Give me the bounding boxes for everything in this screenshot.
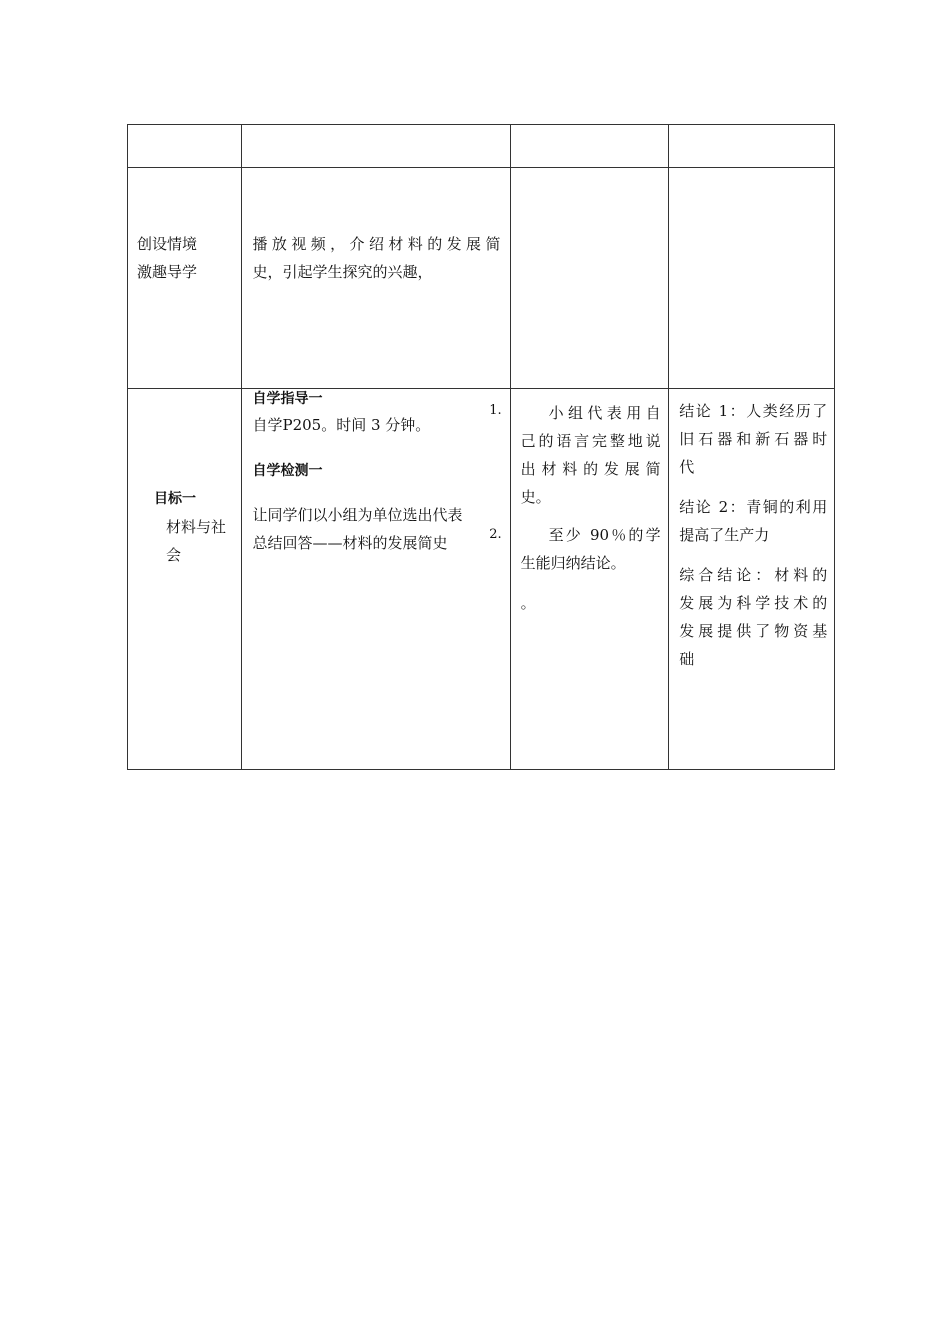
stage-line-2: 激趣导学	[137, 263, 198, 281]
table-row-situation	[128, 168, 835, 389]
table-header-row	[128, 125, 835, 168]
student-line-7: 。	[520, 594, 536, 612]
goal-title: 目标一	[154, 491, 196, 507]
student-line-6: 生能归纳结论。	[520, 554, 626, 572]
conclusion-3-line-4: 础	[679, 650, 695, 668]
check-line-1: 让同学们以小组为单位选出代表	[252, 506, 463, 524]
goal-line-1: 材料与社	[166, 518, 227, 536]
list-marker-1: 1.	[489, 403, 502, 418]
student-activity-cell	[510, 168, 669, 389]
guide-title: 自学指导一	[252, 391, 323, 407]
check-title: 自学检测一	[252, 463, 323, 479]
header-cell	[669, 125, 835, 168]
check-line-2: 总结回答——材料的发展简史	[252, 534, 448, 552]
teacher-line-1: 播放视频，介绍材料的发展简	[252, 235, 501, 253]
conclusion-2-line-1: 结论 2：青铜的利用	[679, 498, 828, 516]
header-cell	[242, 125, 510, 168]
student-line-1: 小组代表用自	[548, 404, 661, 422]
list-marker-2: 2.	[489, 527, 502, 542]
conclusion-cell	[669, 389, 835, 770]
conclusion-3-line-1: 综合结论：材料的	[679, 566, 828, 584]
goal-line-2: 会	[166, 546, 182, 564]
conclusion-1-line-2: 旧石器和新石器时	[679, 430, 828, 448]
goal-cell	[128, 389, 242, 770]
conclusion-3-line-2: 发展为科学技术的	[679, 594, 828, 612]
stage-line-1: 创设情境	[137, 235, 198, 253]
conclusion-cell	[669, 168, 835, 389]
student-activity-cell	[510, 389, 669, 770]
header-cell	[510, 125, 669, 168]
student-line-4: 史。	[520, 488, 551, 506]
self-study-cell	[242, 389, 510, 770]
student-line-3: 出材料的发展简	[520, 460, 661, 478]
student-line-5: 至少 90％的学	[548, 526, 661, 544]
header-cell	[128, 125, 242, 168]
conclusion-2-line-2: 提高了生产力	[679, 526, 770, 544]
table-row-goal-one	[128, 389, 835, 770]
conclusion-1-line-1: 结论 1：人类经历了	[679, 402, 828, 420]
stage-cell	[128, 168, 242, 389]
teacher-activity-cell	[242, 168, 510, 389]
student-line-2: 己的语言完整地说	[520, 432, 661, 450]
teacher-line-2: 史，引起学生探究的兴趣，	[252, 263, 433, 281]
lesson-plan-table	[127, 124, 835, 770]
conclusion-3-line-3: 发展提供了物资基	[679, 622, 828, 640]
guide-text: 自学P205。时间 3 分钟。	[252, 416, 431, 434]
conclusion-1-line-3: 代	[679, 458, 695, 476]
